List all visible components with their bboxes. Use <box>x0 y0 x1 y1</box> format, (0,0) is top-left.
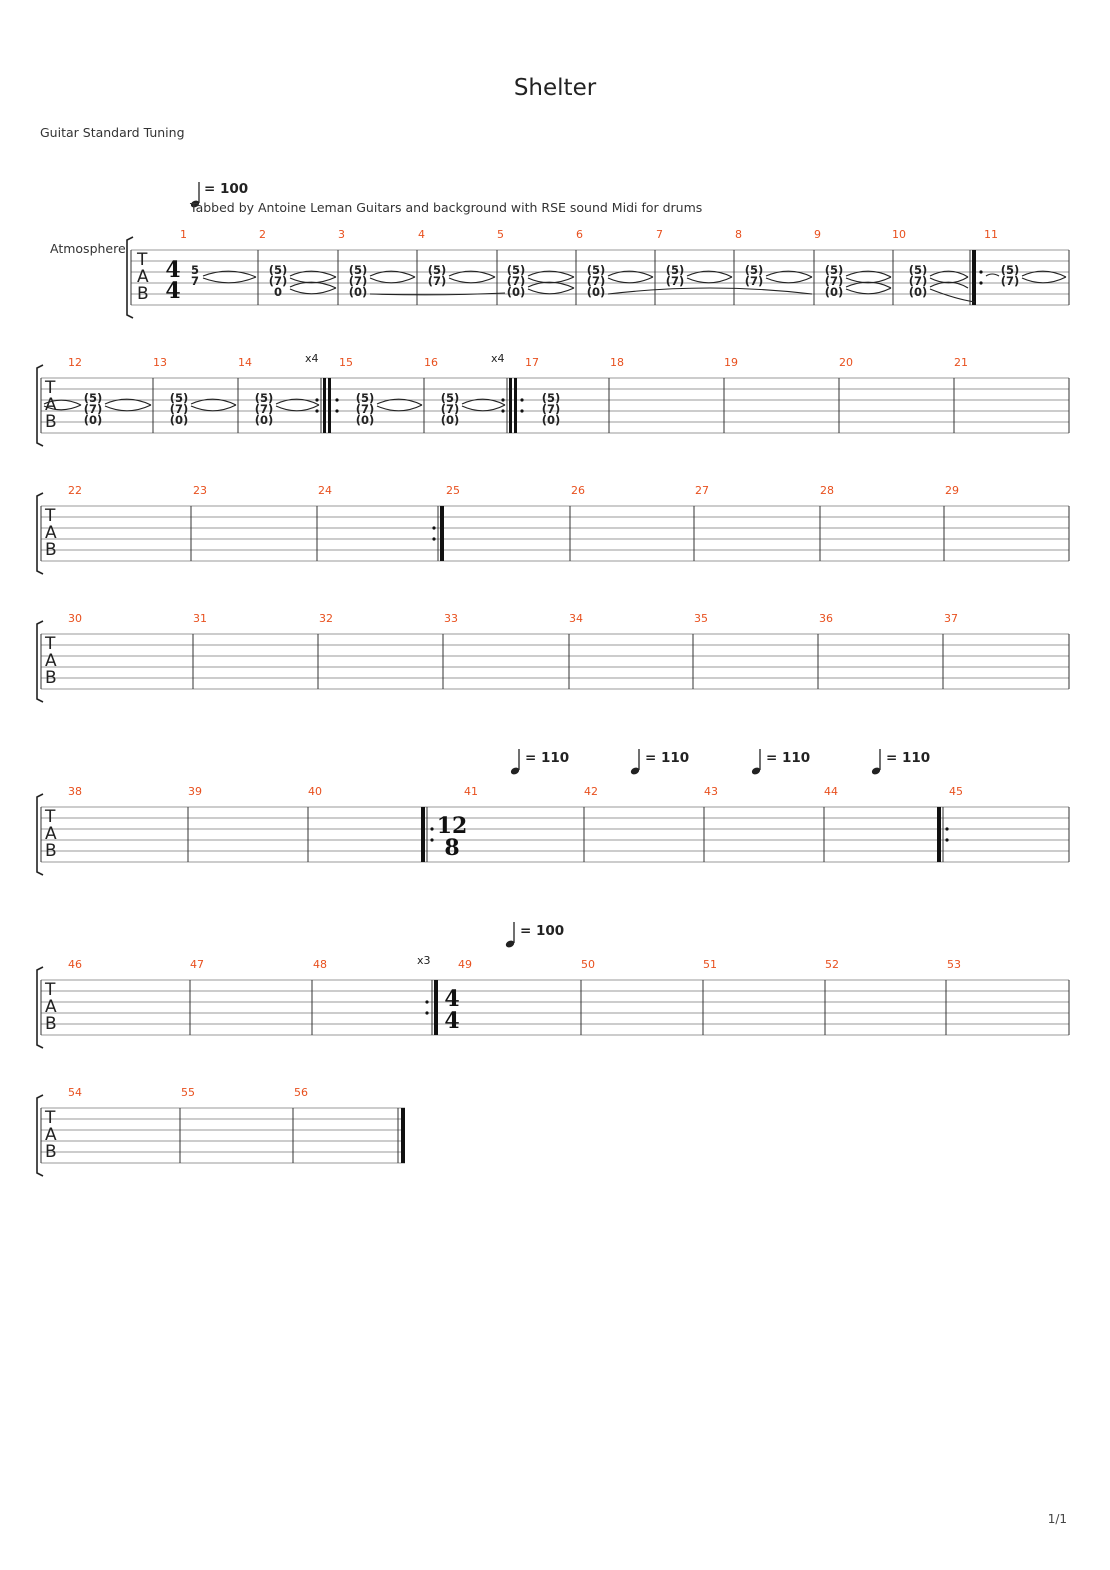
tab-letter-b: B <box>45 412 57 432</box>
measure-number: 22 <box>68 484 82 497</box>
measure-number: 1 <box>180 228 187 241</box>
fret-number: (5) <box>824 263 844 277</box>
fret-number: (7) <box>355 402 375 416</box>
chord[interactable] <box>170 391 189 427</box>
chord[interactable] <box>542 391 561 427</box>
time-signature-bottom: 4 <box>165 278 181 304</box>
measure-number: 15 <box>339 356 353 369</box>
measure-number: 8 <box>735 228 742 241</box>
chord[interactable] <box>255 391 274 427</box>
repeat-barline <box>509 378 512 433</box>
tab-letter-t: T <box>45 807 56 827</box>
measure-number: 41 <box>464 785 478 798</box>
tab-letter-a: A <box>45 395 57 415</box>
measure-number: 21 <box>954 356 968 369</box>
tab-letter-a: A <box>45 824 57 844</box>
measure-number: 36 <box>819 612 833 625</box>
measure-number: 4 <box>418 228 425 241</box>
tab-system-6 <box>37 922 1069 1048</box>
fret-number: (5) <box>348 263 368 277</box>
fret-number: (5) <box>169 391 189 405</box>
chord[interactable] <box>191 263 199 288</box>
fret-number: (0) <box>83 413 103 427</box>
tuning-label: Guitar Standard Tuning <box>40 125 185 140</box>
measure-number: 33 <box>444 612 458 625</box>
measure-number: 50 <box>581 958 595 971</box>
measure-number: 49 <box>458 958 472 971</box>
fret-number: (7) <box>440 402 460 416</box>
fret-number: (0) <box>586 285 606 299</box>
fret-number: (7) <box>268 274 288 288</box>
fret-number: (0) <box>348 285 368 299</box>
score-comment: Tabbed by Antoine Leman Guitars and background with RSE sound Midi for drums <box>190 200 703 215</box>
measure-number: 46 <box>68 958 82 971</box>
time-signature-top: 12 <box>436 813 468 839</box>
fret-number: (5) <box>440 391 460 405</box>
measure-number: 37 <box>944 612 958 625</box>
measure-number: 47 <box>190 958 204 971</box>
measure-number: 16 <box>424 356 438 369</box>
chord[interactable] <box>428 263 447 288</box>
fret-number: (5) <box>355 391 375 405</box>
fret-number: (5) <box>254 391 274 405</box>
measure-number: 5 <box>497 228 504 241</box>
fret-number: (0) <box>506 285 526 299</box>
measure-number: 31 <box>193 612 207 625</box>
fret-number: (5) <box>506 263 526 277</box>
measure-number: 18 <box>610 356 624 369</box>
repeat-open-barline <box>972 250 976 305</box>
fret-number: 7 <box>190 274 200 288</box>
measure-number: 32 <box>319 612 333 625</box>
measure-number: 3 <box>338 228 345 241</box>
measure-number: 14 <box>238 356 252 369</box>
tempo-text: = 110 <box>886 750 931 766</box>
measure-number: 24 <box>318 484 332 497</box>
measure-number: 56 <box>294 1086 308 1099</box>
chord[interactable] <box>666 263 685 288</box>
tab-letter-a: A <box>45 651 57 671</box>
measure-number: 29 <box>945 484 959 497</box>
tab-letter-t: T <box>45 980 56 1000</box>
fret-number: (0) <box>355 413 375 427</box>
tab-letter-a: A <box>45 1125 57 1145</box>
fret-number: (7) <box>744 274 764 288</box>
measure-number: 28 <box>820 484 834 497</box>
repeat-open-barline <box>937 807 941 862</box>
chord[interactable] <box>349 263 368 299</box>
tab-letter-a: A <box>137 267 149 287</box>
time-signature <box>437 813 468 861</box>
tab-system-3 <box>37 484 1069 574</box>
measure-number: 23 <box>193 484 207 497</box>
measure-number: 44 <box>824 785 838 798</box>
fret-number: (7) <box>169 402 189 416</box>
tie-curves <box>44 399 505 411</box>
measure-number: 13 <box>153 356 167 369</box>
measure-number: 51 <box>703 958 717 971</box>
measure-number: 35 <box>694 612 708 625</box>
measure-number: 20 <box>839 356 853 369</box>
fret-number: (5) <box>744 263 764 277</box>
tab-letter-t: T <box>45 1108 56 1128</box>
fret-number: (5) <box>665 263 685 277</box>
measure-number: 42 <box>584 785 598 798</box>
fret-number: (5) <box>586 263 606 277</box>
tempo-mark <box>630 749 689 776</box>
tab-letter-t: T <box>45 378 56 398</box>
fret-number: (7) <box>541 402 561 416</box>
final-barline <box>401 1108 405 1163</box>
fret-number: (0) <box>169 413 189 427</box>
time-signature-bottom: 8 <box>444 835 460 861</box>
fret-number: (5) <box>427 263 447 277</box>
repeat-count: x4 <box>305 352 319 365</box>
tab-letter-b: B <box>45 540 57 560</box>
tab-letter-b: B <box>45 1014 57 1034</box>
repeat-open-barline <box>421 807 425 862</box>
chord[interactable] <box>84 391 103 427</box>
measure-number: 34 <box>569 612 583 625</box>
tempo-text: = 110 <box>766 750 811 766</box>
time-signature <box>165 257 180 304</box>
tab-system-1 <box>127 228 1069 318</box>
chord[interactable] <box>745 263 764 288</box>
measure-number: 45 <box>949 785 963 798</box>
time-signature-bottom: 4 <box>444 1008 460 1034</box>
tab-system-4 <box>37 612 1069 702</box>
tab-letter-b: B <box>45 668 57 688</box>
measure-number: 7 <box>656 228 663 241</box>
tab-letter-b: B <box>45 841 57 861</box>
fret-number: (7) <box>348 274 368 288</box>
tab-letter-t: T <box>45 506 56 526</box>
measure-number: 10 <box>892 228 906 241</box>
fret-number: (7) <box>427 274 447 288</box>
repeat-count: x3 <box>417 954 431 967</box>
fret-number: (7) <box>506 274 526 288</box>
tempo-mark <box>505 922 564 949</box>
chord[interactable] <box>1001 263 1020 288</box>
measure-number: 11 <box>984 228 998 241</box>
measure-number: 17 <box>525 356 539 369</box>
track-name[interactable]: Atmosphere <box>50 241 126 256</box>
song-title: Shelter <box>513 75 597 101</box>
fret-number: (5) <box>541 391 561 405</box>
tempo-text: = 100 <box>520 923 565 939</box>
measure-number: 27 <box>695 484 709 497</box>
fret-number: (7) <box>908 274 928 288</box>
measure-number: 2 <box>259 228 266 241</box>
tab-system-2 <box>37 352 1069 446</box>
measure-number: 40 <box>308 785 322 798</box>
fret-number: (0) <box>254 413 274 427</box>
chord[interactable] <box>587 263 606 299</box>
measure-number: 52 <box>825 958 839 971</box>
chord[interactable] <box>909 263 928 299</box>
measure-number: 43 <box>704 785 718 798</box>
fret-number: (7) <box>83 402 103 416</box>
fret-number: (7) <box>824 274 844 288</box>
tab-letter-a: A <box>45 523 57 543</box>
page-number: 1/1 <box>1047 1512 1067 1526</box>
measure-number: 25 <box>446 484 460 497</box>
fret-number: (5) <box>1000 263 1020 277</box>
tab-letter-a: A <box>45 997 57 1017</box>
tie-curves <box>203 271 1066 302</box>
fret-number: (7) <box>665 274 685 288</box>
fret-number: (0) <box>824 285 844 299</box>
fret-number: (7) <box>1000 274 1020 288</box>
measure-number: 39 <box>188 785 202 798</box>
tab-system-5 <box>37 749 1069 875</box>
tab-letter-b: B <box>137 284 149 304</box>
fret-number: (7) <box>586 274 606 288</box>
measure-number: 26 <box>571 484 585 497</box>
measure-number: 19 <box>724 356 738 369</box>
repeat-close-barline <box>440 506 444 561</box>
measure-number: 55 <box>181 1086 195 1099</box>
repeat-count: x4 <box>491 352 505 365</box>
time-signature-top: 4 <box>165 257 181 283</box>
measure-number: 38 <box>68 785 82 798</box>
tab-letter-b: B <box>45 1142 57 1162</box>
measure-number: 12 <box>68 356 82 369</box>
fret-number: (5) <box>83 391 103 405</box>
tab-letter-t: T <box>45 634 56 654</box>
fret-number: (0) <box>541 413 561 427</box>
measure-number: 53 <box>947 958 961 971</box>
tab-letter-t: T <box>137 250 148 270</box>
fret-number: (0) <box>440 413 460 427</box>
measure-number: 6 <box>576 228 583 241</box>
time-signature-top: 4 <box>444 986 460 1012</box>
repeat-close-barline <box>434 980 438 1035</box>
chord[interactable] <box>825 263 844 299</box>
chord[interactable] <box>356 391 375 427</box>
fret-number: 0 <box>273 285 283 299</box>
fret-number: (5) <box>268 263 288 277</box>
measure-number: 48 <box>313 958 327 971</box>
fret-number: (5) <box>908 263 928 277</box>
fret-number: (0) <box>908 285 928 299</box>
tempo-text: = 110 <box>645 750 690 766</box>
measure-number: 54 <box>68 1086 82 1099</box>
tempo-mark <box>510 749 569 776</box>
repeat-barline <box>323 378 326 433</box>
chord[interactable] <box>507 263 526 299</box>
tempo-text: = 110 <box>525 750 570 766</box>
measure-number: 9 <box>814 228 821 241</box>
tempo-mark <box>751 749 810 776</box>
tab-system-7 <box>37 1086 405 1176</box>
fret-number: 5 <box>190 263 200 277</box>
fret-number: (7) <box>254 402 274 416</box>
chord[interactable] <box>441 391 460 427</box>
tempo-mark <box>871 749 930 776</box>
time-signature <box>444 986 459 1034</box>
tempo-text: = 100 <box>204 181 249 197</box>
measure-number: 30 <box>68 612 82 625</box>
